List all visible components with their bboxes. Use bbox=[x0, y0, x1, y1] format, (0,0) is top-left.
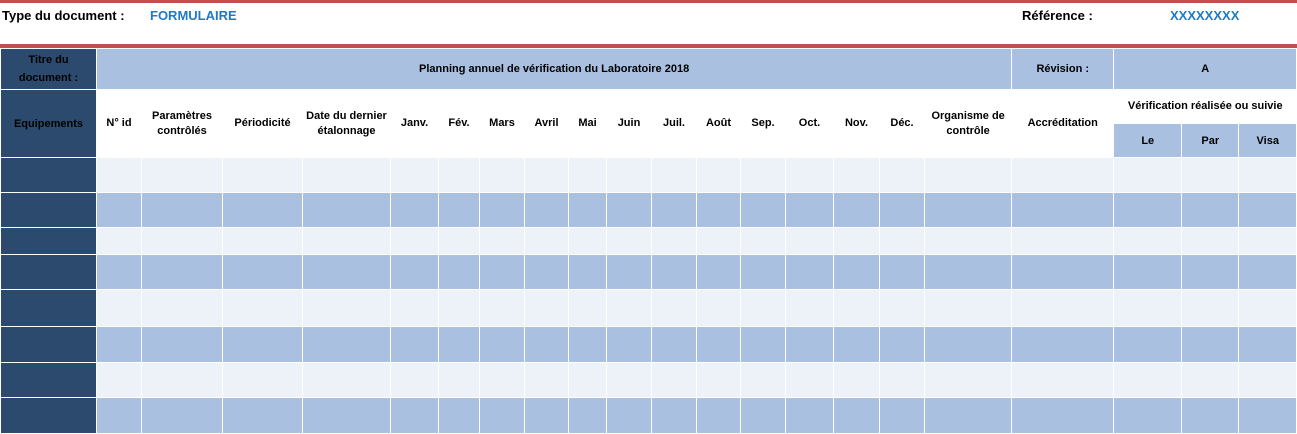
table-cell[interactable] bbox=[741, 255, 786, 290]
table-cell[interactable] bbox=[1239, 327, 1297, 363]
table-cell[interactable] bbox=[1114, 193, 1182, 228]
title-row bbox=[1, 49, 1297, 90]
table-cell[interactable] bbox=[303, 158, 391, 193]
table-cell[interactable] bbox=[1114, 327, 1182, 363]
table-cell[interactable] bbox=[652, 228, 697, 255]
table-cell[interactable] bbox=[480, 193, 525, 228]
table-cell[interactable] bbox=[607, 228, 652, 255]
table-cell[interactable] bbox=[1182, 363, 1239, 398]
table-cell[interactable] bbox=[834, 193, 880, 228]
table-cell[interactable] bbox=[741, 327, 786, 363]
table-cell[interactable] bbox=[1239, 193, 1297, 228]
table-cell[interactable] bbox=[652, 255, 697, 290]
table-cell[interactable] bbox=[391, 158, 439, 193]
table-cell[interactable] bbox=[697, 158, 741, 193]
table-cell[interactable] bbox=[880, 255, 925, 290]
table-cell[interactable] bbox=[525, 158, 569, 193]
table-cell[interactable] bbox=[303, 398, 391, 434]
table-cell[interactable] bbox=[439, 158, 480, 193]
table-cell[interactable] bbox=[607, 193, 652, 228]
table-cell[interactable] bbox=[142, 255, 223, 290]
table-cell[interactable] bbox=[303, 228, 391, 255]
col-header-month: Août bbox=[697, 90, 741, 158]
table-cell[interactable] bbox=[525, 228, 569, 255]
table-cell[interactable] bbox=[142, 158, 223, 193]
table-cell[interactable] bbox=[697, 327, 741, 363]
table-cell[interactable] bbox=[142, 228, 223, 255]
col-header-month: Oct. bbox=[786, 90, 834, 158]
table-cell[interactable] bbox=[925, 327, 1012, 363]
table-cell[interactable] bbox=[1012, 290, 1114, 327]
table-cell[interactable] bbox=[97, 158, 142, 193]
table-cell[interactable] bbox=[925, 228, 1012, 255]
table-cell[interactable] bbox=[525, 327, 569, 363]
table-cell[interactable] bbox=[880, 228, 925, 255]
table-cell[interactable] bbox=[652, 158, 697, 193]
table-cell[interactable] bbox=[391, 228, 439, 255]
table-cell[interactable] bbox=[303, 327, 391, 363]
table-cell[interactable] bbox=[569, 158, 607, 193]
table-row bbox=[1, 193, 1297, 228]
table-cell[interactable] bbox=[1239, 363, 1297, 398]
table-cell[interactable] bbox=[1182, 228, 1239, 255]
table-cell[interactable] bbox=[786, 398, 834, 434]
table-cell[interactable] bbox=[391, 193, 439, 228]
table-cell[interactable] bbox=[480, 363, 525, 398]
table-cell[interactable] bbox=[569, 228, 607, 255]
table-cell[interactable] bbox=[1114, 255, 1182, 290]
table-cell[interactable] bbox=[880, 158, 925, 193]
col-header-verification-le: Le bbox=[1114, 124, 1182, 158]
table-cell[interactable] bbox=[142, 290, 223, 327]
table-cell[interactable] bbox=[607, 290, 652, 327]
table-cell[interactable] bbox=[880, 398, 925, 434]
table-cell[interactable] bbox=[697, 255, 741, 290]
table-cell[interactable] bbox=[697, 398, 741, 434]
table-row bbox=[1, 290, 1297, 327]
col-header-month: Janv. bbox=[391, 90, 439, 158]
table-row bbox=[1, 327, 1297, 363]
table-cell[interactable] bbox=[607, 327, 652, 363]
table-cell[interactable] bbox=[834, 255, 880, 290]
equipment-cell[interactable] bbox=[1, 290, 97, 327]
equipment-cell[interactable] bbox=[1, 193, 97, 228]
table-cell[interactable] bbox=[391, 363, 439, 398]
table-cell[interactable] bbox=[97, 228, 142, 255]
table-cell[interactable] bbox=[223, 327, 303, 363]
table-cell[interactable] bbox=[834, 158, 880, 193]
col-header-parametres: Paramètres contrôlés bbox=[142, 90, 223, 158]
table-cell[interactable] bbox=[525, 398, 569, 434]
equipment-cell[interactable] bbox=[1, 228, 97, 255]
table-cell[interactable] bbox=[741, 193, 786, 228]
table-cell[interactable] bbox=[1239, 398, 1297, 434]
col-header-month: Juil. bbox=[652, 90, 697, 158]
reference-label: Référence : bbox=[1022, 8, 1093, 23]
table-cell[interactable] bbox=[834, 327, 880, 363]
table-cell[interactable] bbox=[925, 255, 1012, 290]
table-cell[interactable] bbox=[1114, 363, 1182, 398]
title-label: Titre du document : bbox=[1, 49, 97, 90]
type-document-value: FORMULAIRE bbox=[150, 8, 237, 23]
table-cell[interactable] bbox=[223, 228, 303, 255]
revision-label: Révision : bbox=[1012, 49, 1114, 90]
table-cell[interactable] bbox=[223, 158, 303, 193]
table-cell[interactable] bbox=[925, 158, 1012, 193]
table-cell[interactable] bbox=[569, 255, 607, 290]
table-cell[interactable] bbox=[697, 363, 741, 398]
table-cell[interactable] bbox=[525, 290, 569, 327]
table-cell[interactable] bbox=[97, 193, 142, 228]
table-cell[interactable] bbox=[1182, 290, 1239, 327]
table-cell[interactable] bbox=[1012, 327, 1114, 363]
table-cell[interactable] bbox=[439, 255, 480, 290]
table-cell[interactable] bbox=[1239, 158, 1297, 193]
col-header-organisme: Organisme de contrôle bbox=[925, 90, 1012, 158]
table-cell[interactable] bbox=[303, 193, 391, 228]
table-cell[interactable] bbox=[97, 398, 142, 434]
col-header-month: Sep. bbox=[741, 90, 786, 158]
table-cell[interactable] bbox=[1239, 255, 1297, 290]
table-cell[interactable] bbox=[223, 193, 303, 228]
table-cell[interactable] bbox=[391, 327, 439, 363]
table-cell[interactable] bbox=[880, 327, 925, 363]
table-cell[interactable] bbox=[1239, 228, 1297, 255]
table-cell[interactable] bbox=[880, 290, 925, 327]
table-cell[interactable] bbox=[786, 327, 834, 363]
table-cell[interactable] bbox=[142, 363, 223, 398]
table-cell[interactable] bbox=[880, 363, 925, 398]
table-cell[interactable] bbox=[652, 290, 697, 327]
table-cell[interactable] bbox=[741, 228, 786, 255]
col-header-month: Mai bbox=[569, 90, 607, 158]
col-header-verification-par: Par bbox=[1182, 124, 1239, 158]
table-cell[interactable] bbox=[1182, 398, 1239, 434]
table-cell[interactable] bbox=[1114, 290, 1182, 327]
table-cell[interactable] bbox=[142, 327, 223, 363]
table-cell[interactable] bbox=[525, 193, 569, 228]
table-cell[interactable] bbox=[439, 290, 480, 327]
table-cell[interactable] bbox=[97, 327, 142, 363]
table-cell[interactable] bbox=[880, 193, 925, 228]
table-cell[interactable] bbox=[652, 193, 697, 228]
table-cell[interactable] bbox=[480, 158, 525, 193]
col-header-month: Mars bbox=[480, 90, 525, 158]
col-header-month: Juin bbox=[607, 90, 652, 158]
table-cell[interactable] bbox=[439, 398, 480, 434]
table-cell[interactable] bbox=[569, 327, 607, 363]
revision-value: A bbox=[1114, 49, 1297, 90]
equipment-cell[interactable] bbox=[1, 255, 97, 290]
table-cell[interactable] bbox=[607, 398, 652, 434]
table-cell[interactable] bbox=[480, 398, 525, 434]
table-cell[interactable] bbox=[741, 363, 786, 398]
table-cell[interactable] bbox=[1012, 193, 1114, 228]
col-header-accreditation: Accréditation bbox=[1012, 90, 1114, 158]
table-cell[interactable] bbox=[607, 158, 652, 193]
table-cell[interactable] bbox=[223, 363, 303, 398]
table-cell[interactable] bbox=[569, 193, 607, 228]
table-cell[interactable] bbox=[97, 290, 142, 327]
header-row-1 bbox=[1, 90, 1297, 124]
table-cell[interactable] bbox=[391, 398, 439, 434]
table-cell[interactable] bbox=[786, 158, 834, 193]
col-header-month: Fév. bbox=[439, 90, 480, 158]
table-cell[interactable] bbox=[607, 363, 652, 398]
table-cell[interactable] bbox=[786, 193, 834, 228]
table-cell[interactable] bbox=[741, 158, 786, 193]
table-cell[interactable] bbox=[834, 228, 880, 255]
equipment-cell[interactable] bbox=[1, 158, 97, 193]
table-cell[interactable] bbox=[925, 193, 1012, 228]
table-cell[interactable] bbox=[925, 398, 1012, 434]
col-header-verification-visa: Visa bbox=[1239, 124, 1297, 158]
table-cell[interactable] bbox=[569, 398, 607, 434]
equipment-cell[interactable] bbox=[1, 398, 97, 434]
table-cell[interactable] bbox=[391, 290, 439, 327]
table-cell[interactable] bbox=[741, 398, 786, 434]
table-row bbox=[1, 158, 1297, 193]
table-cell[interactable] bbox=[303, 363, 391, 398]
table-cell[interactable] bbox=[480, 290, 525, 327]
table-cell[interactable] bbox=[741, 290, 786, 327]
table-cell[interactable] bbox=[480, 327, 525, 363]
col-header-verification-group: Vérification réalisée ou suivie bbox=[1114, 90, 1297, 124]
table-cell[interactable] bbox=[786, 290, 834, 327]
table-cell[interactable] bbox=[303, 255, 391, 290]
table-cell[interactable] bbox=[834, 290, 880, 327]
table-cell[interactable] bbox=[97, 255, 142, 290]
table-cell[interactable] bbox=[1239, 290, 1297, 327]
table-cell[interactable] bbox=[142, 193, 223, 228]
table-cell[interactable] bbox=[480, 255, 525, 290]
table-cell[interactable] bbox=[1114, 398, 1182, 434]
table-cell[interactable] bbox=[1114, 228, 1182, 255]
table-cell[interactable] bbox=[697, 290, 741, 327]
table-cell[interactable] bbox=[439, 228, 480, 255]
top-accent-line bbox=[0, 0, 1297, 3]
table-cell[interactable] bbox=[925, 290, 1012, 327]
table-cell[interactable] bbox=[303, 290, 391, 327]
table-cell[interactable] bbox=[834, 363, 880, 398]
table-row bbox=[1, 255, 1297, 290]
table-cell[interactable] bbox=[391, 255, 439, 290]
table-cell[interactable] bbox=[697, 228, 741, 255]
table-cell[interactable] bbox=[607, 255, 652, 290]
equipment-cell[interactable] bbox=[1, 363, 97, 398]
table-cell[interactable] bbox=[1182, 327, 1239, 363]
col-header-n-id: N° id bbox=[97, 90, 142, 158]
table-cell[interactable] bbox=[652, 398, 697, 434]
type-document-label: Type du document : bbox=[2, 8, 125, 23]
table-cell[interactable] bbox=[1114, 158, 1182, 193]
col-header-month: Avril bbox=[525, 90, 569, 158]
table-row bbox=[1, 398, 1297, 434]
table-cell[interactable] bbox=[525, 363, 569, 398]
col-header-month: Nov. bbox=[834, 90, 880, 158]
col-header-periodicite: Périodicité bbox=[223, 90, 303, 158]
table-cell[interactable] bbox=[1012, 398, 1114, 434]
table-cell[interactable] bbox=[223, 398, 303, 434]
table-cell[interactable] bbox=[223, 255, 303, 290]
table-cell[interactable] bbox=[525, 255, 569, 290]
table-cell[interactable] bbox=[786, 228, 834, 255]
table-cell[interactable] bbox=[652, 363, 697, 398]
table-cell[interactable] bbox=[786, 363, 834, 398]
table-row bbox=[1, 228, 1297, 255]
reference-value: XXXXXXXX bbox=[1170, 8, 1240, 23]
equipment-cell[interactable] bbox=[1, 327, 97, 363]
planning-title: Planning annuel de vérification du Laboratoire 2018 bbox=[97, 49, 1012, 90]
table-cell[interactable] bbox=[786, 255, 834, 290]
table-cell[interactable] bbox=[1012, 363, 1114, 398]
table-cell[interactable] bbox=[1182, 255, 1239, 290]
table-row bbox=[1, 363, 1297, 398]
table-cell[interactable] bbox=[439, 327, 480, 363]
col-header-equipements: Equipements bbox=[1, 90, 97, 158]
table-cell[interactable] bbox=[1182, 193, 1239, 228]
table-cell[interactable] bbox=[1012, 158, 1114, 193]
table-cell[interactable] bbox=[1012, 228, 1114, 255]
table-cell[interactable] bbox=[439, 363, 480, 398]
table-cell[interactable] bbox=[652, 327, 697, 363]
table-cell[interactable] bbox=[1182, 158, 1239, 193]
table-cell[interactable] bbox=[925, 363, 1012, 398]
table-cell[interactable] bbox=[142, 398, 223, 434]
table-cell[interactable] bbox=[480, 228, 525, 255]
planning-table bbox=[0, 48, 1297, 434]
table-cell[interactable] bbox=[834, 398, 880, 434]
table-cell[interactable] bbox=[223, 290, 303, 327]
table-cell[interactable] bbox=[569, 363, 607, 398]
table-cell[interactable] bbox=[439, 193, 480, 228]
table-cell[interactable] bbox=[1012, 255, 1114, 290]
table-cell[interactable] bbox=[697, 193, 741, 228]
col-header-date-etalonnage: Date du dernier étalonnage bbox=[303, 90, 391, 158]
col-header-month: Déc. bbox=[880, 90, 925, 158]
table-cell[interactable] bbox=[569, 290, 607, 327]
table-cell[interactable] bbox=[97, 363, 142, 398]
